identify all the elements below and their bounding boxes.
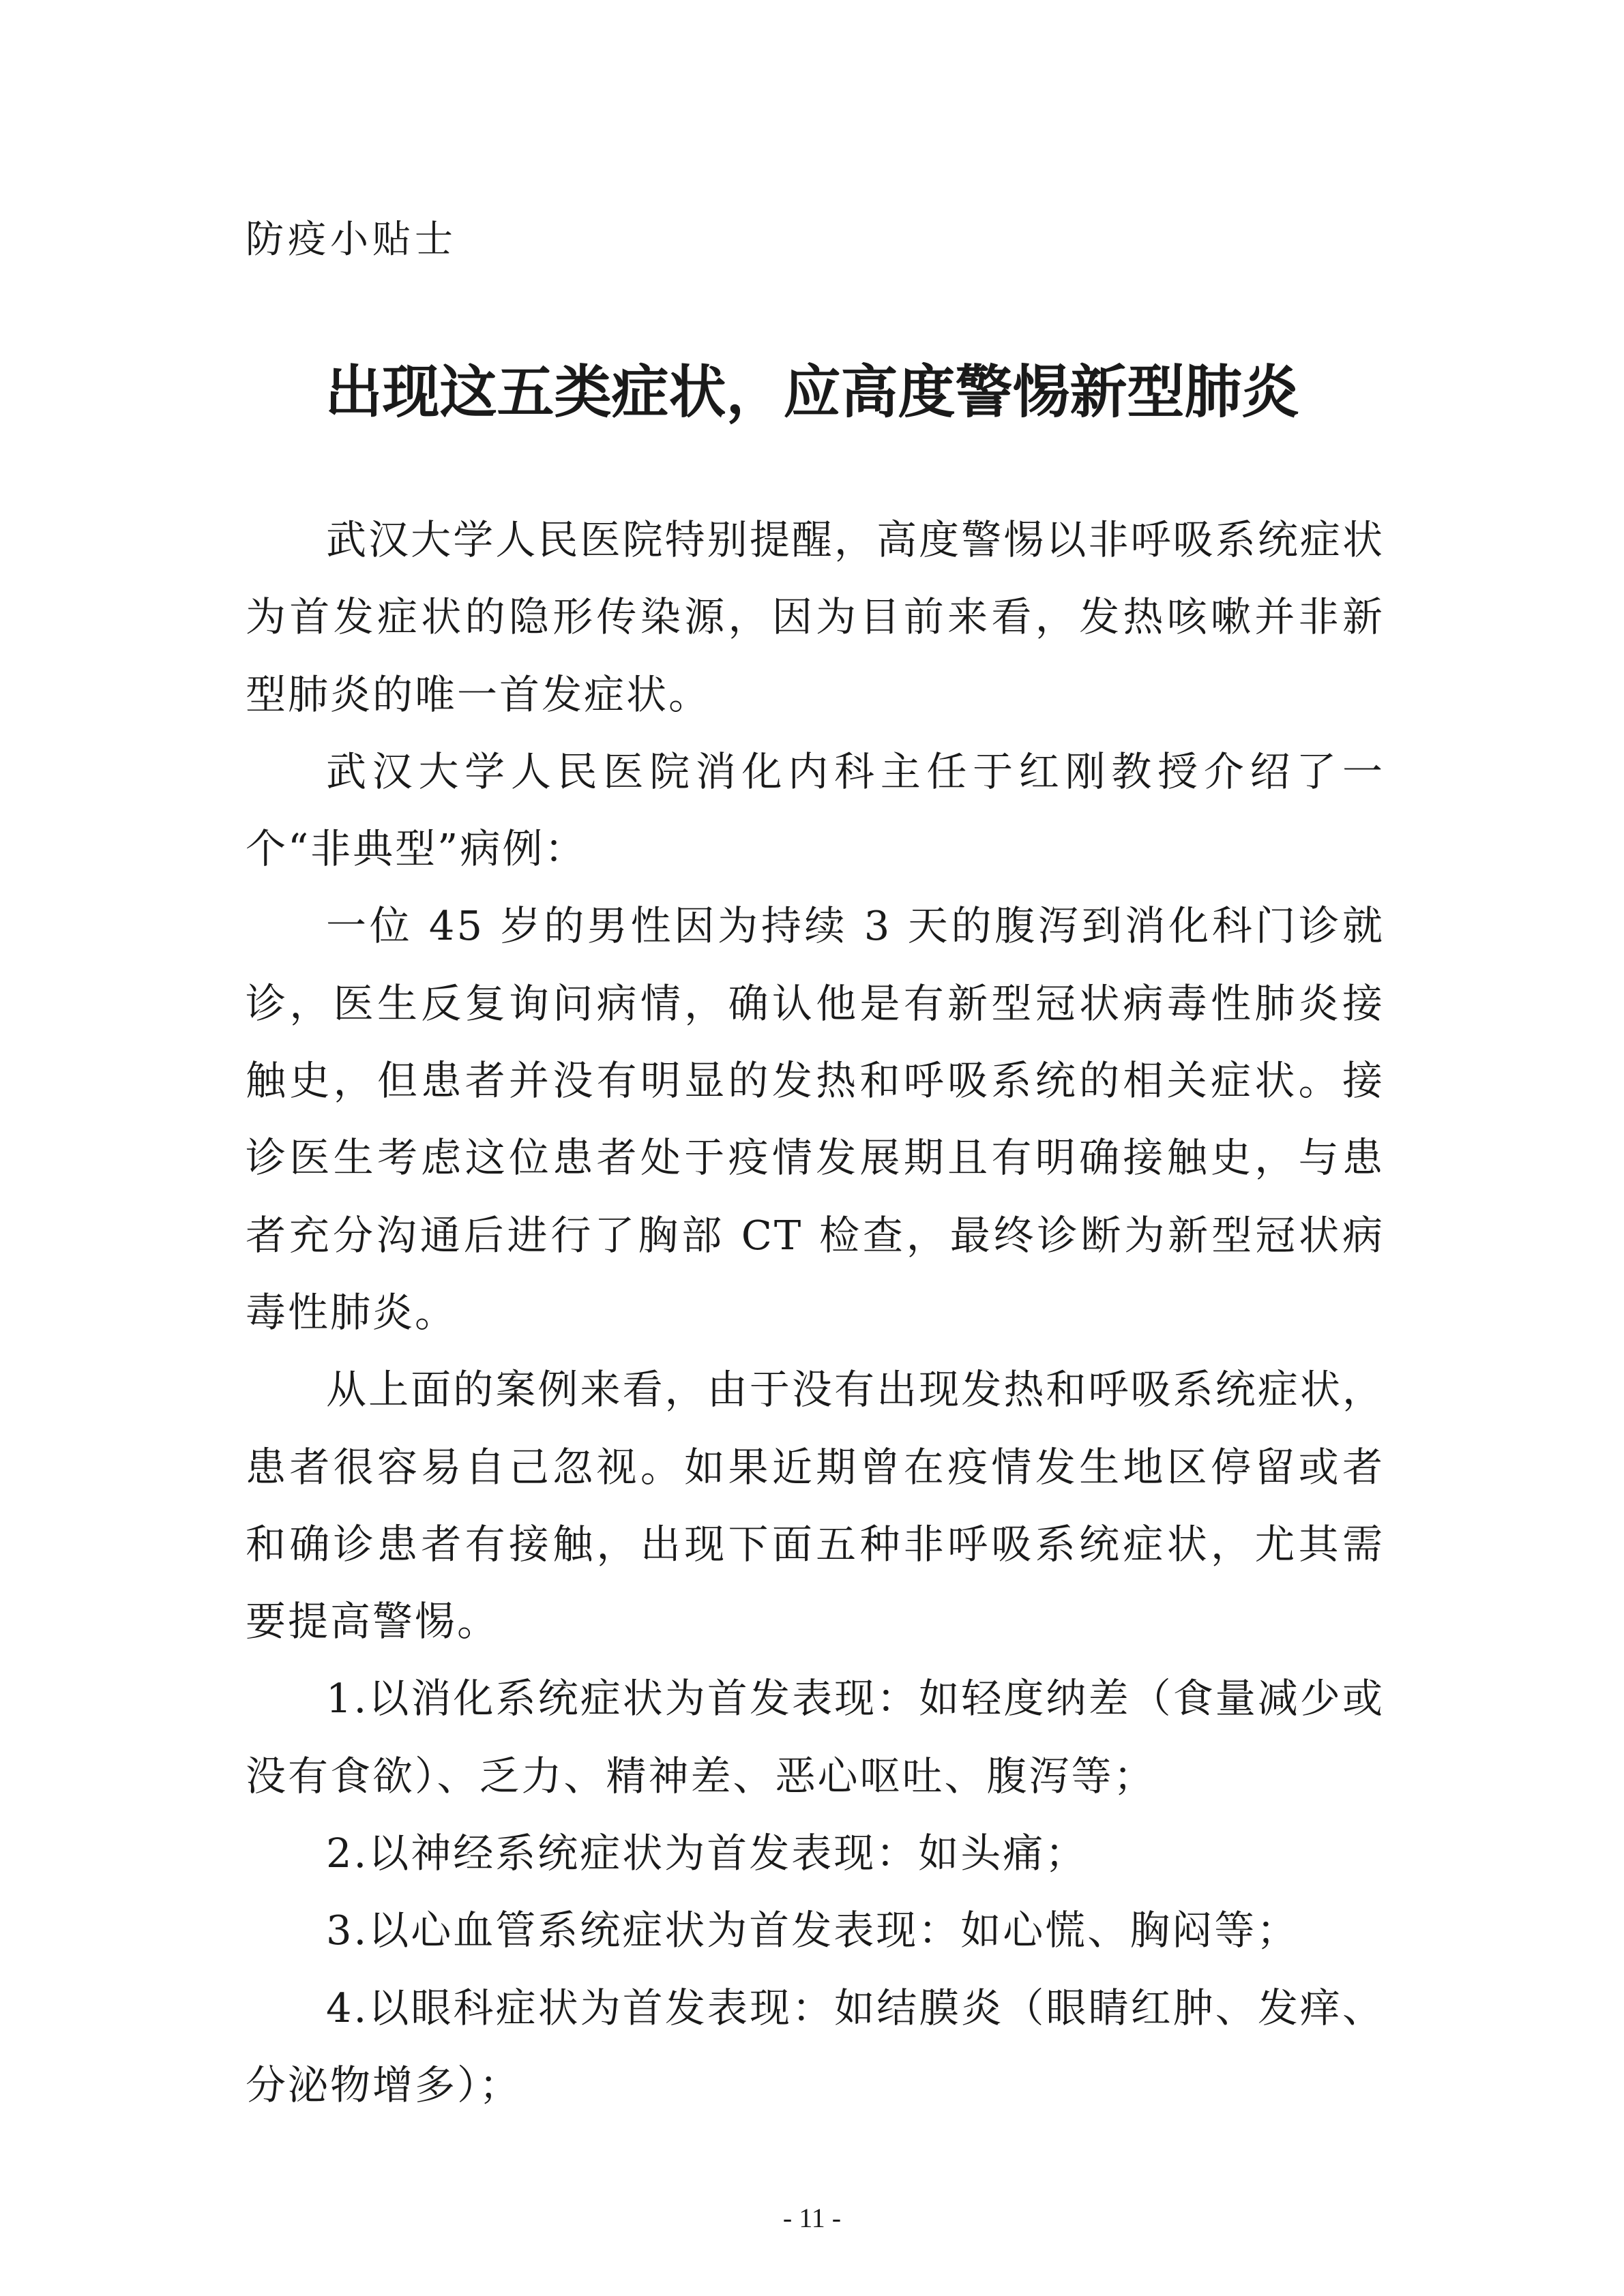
list-item-digestive: 1.以消化系统症状为首发表现：如轻度纳差（食量减少或没有食欲）、乏力、精神差、恶心呕吐、腹泻等； [246,1675,1385,1800]
list-item-neurological: 2.以神经系统症状为首发表现：如头痛； [326,1830,1088,1877]
paragraph-case-intro: 武汉大学人民医院消化内科主任于红刚教授介绍了一个“非典型”病例： [246,747,1385,873]
page-number: - 11 - [782,2203,842,2233]
section-label: 防疫小贴士 [246,218,457,262]
paragraph-warning: 从上面的案例来看，由于没有出现发热和呼吸系统症状，患者很容易自己忽视。如果近期曾在疫情发生地区停留或者和确诊患者有接触，出现下面五种非呼吸系统症状，尤其需要提高警惕。 [246,1366,1385,1645]
page-title: 出现这五类症状，应高度警惕新型肺炎 [325,359,1299,426]
list-item-ophthalmic: 4.以眼科症状为首发表现：如结膜炎（眼睛红肿、发痒、分泌物增多）； [246,1984,1385,2108]
list-item-cardiovascular: 3.以心血管系统症状为首发表现：如心慌、胸闷等； [326,1907,1299,1954]
paragraph-case-detail: 一位 45 岁的男性因为持续 3 天的腹泻到消化科门诊就诊，医生反复询问病情，确认他是有新型冠状病毒性肺炎接触史，但患者并没有明显的发热和呼吸系统的相关症状。接诊医生考虑这位患者处于疫情发展期且有明确接触史，与患者充分沟通后进行了胸部 CT 检查，最终诊断为新型冠状病毒性肺炎。 [246,902,1385,1336]
article-body [246,501,1385,2123]
paragraph-intro: 武汉大学人民医院特别提醒，高度警惕以非呼吸系统症状为首发症状的隐形传染源，因为目前来看，发热咳嗽并非新型肺炎的唯一首发症状。 [246,516,1385,718]
